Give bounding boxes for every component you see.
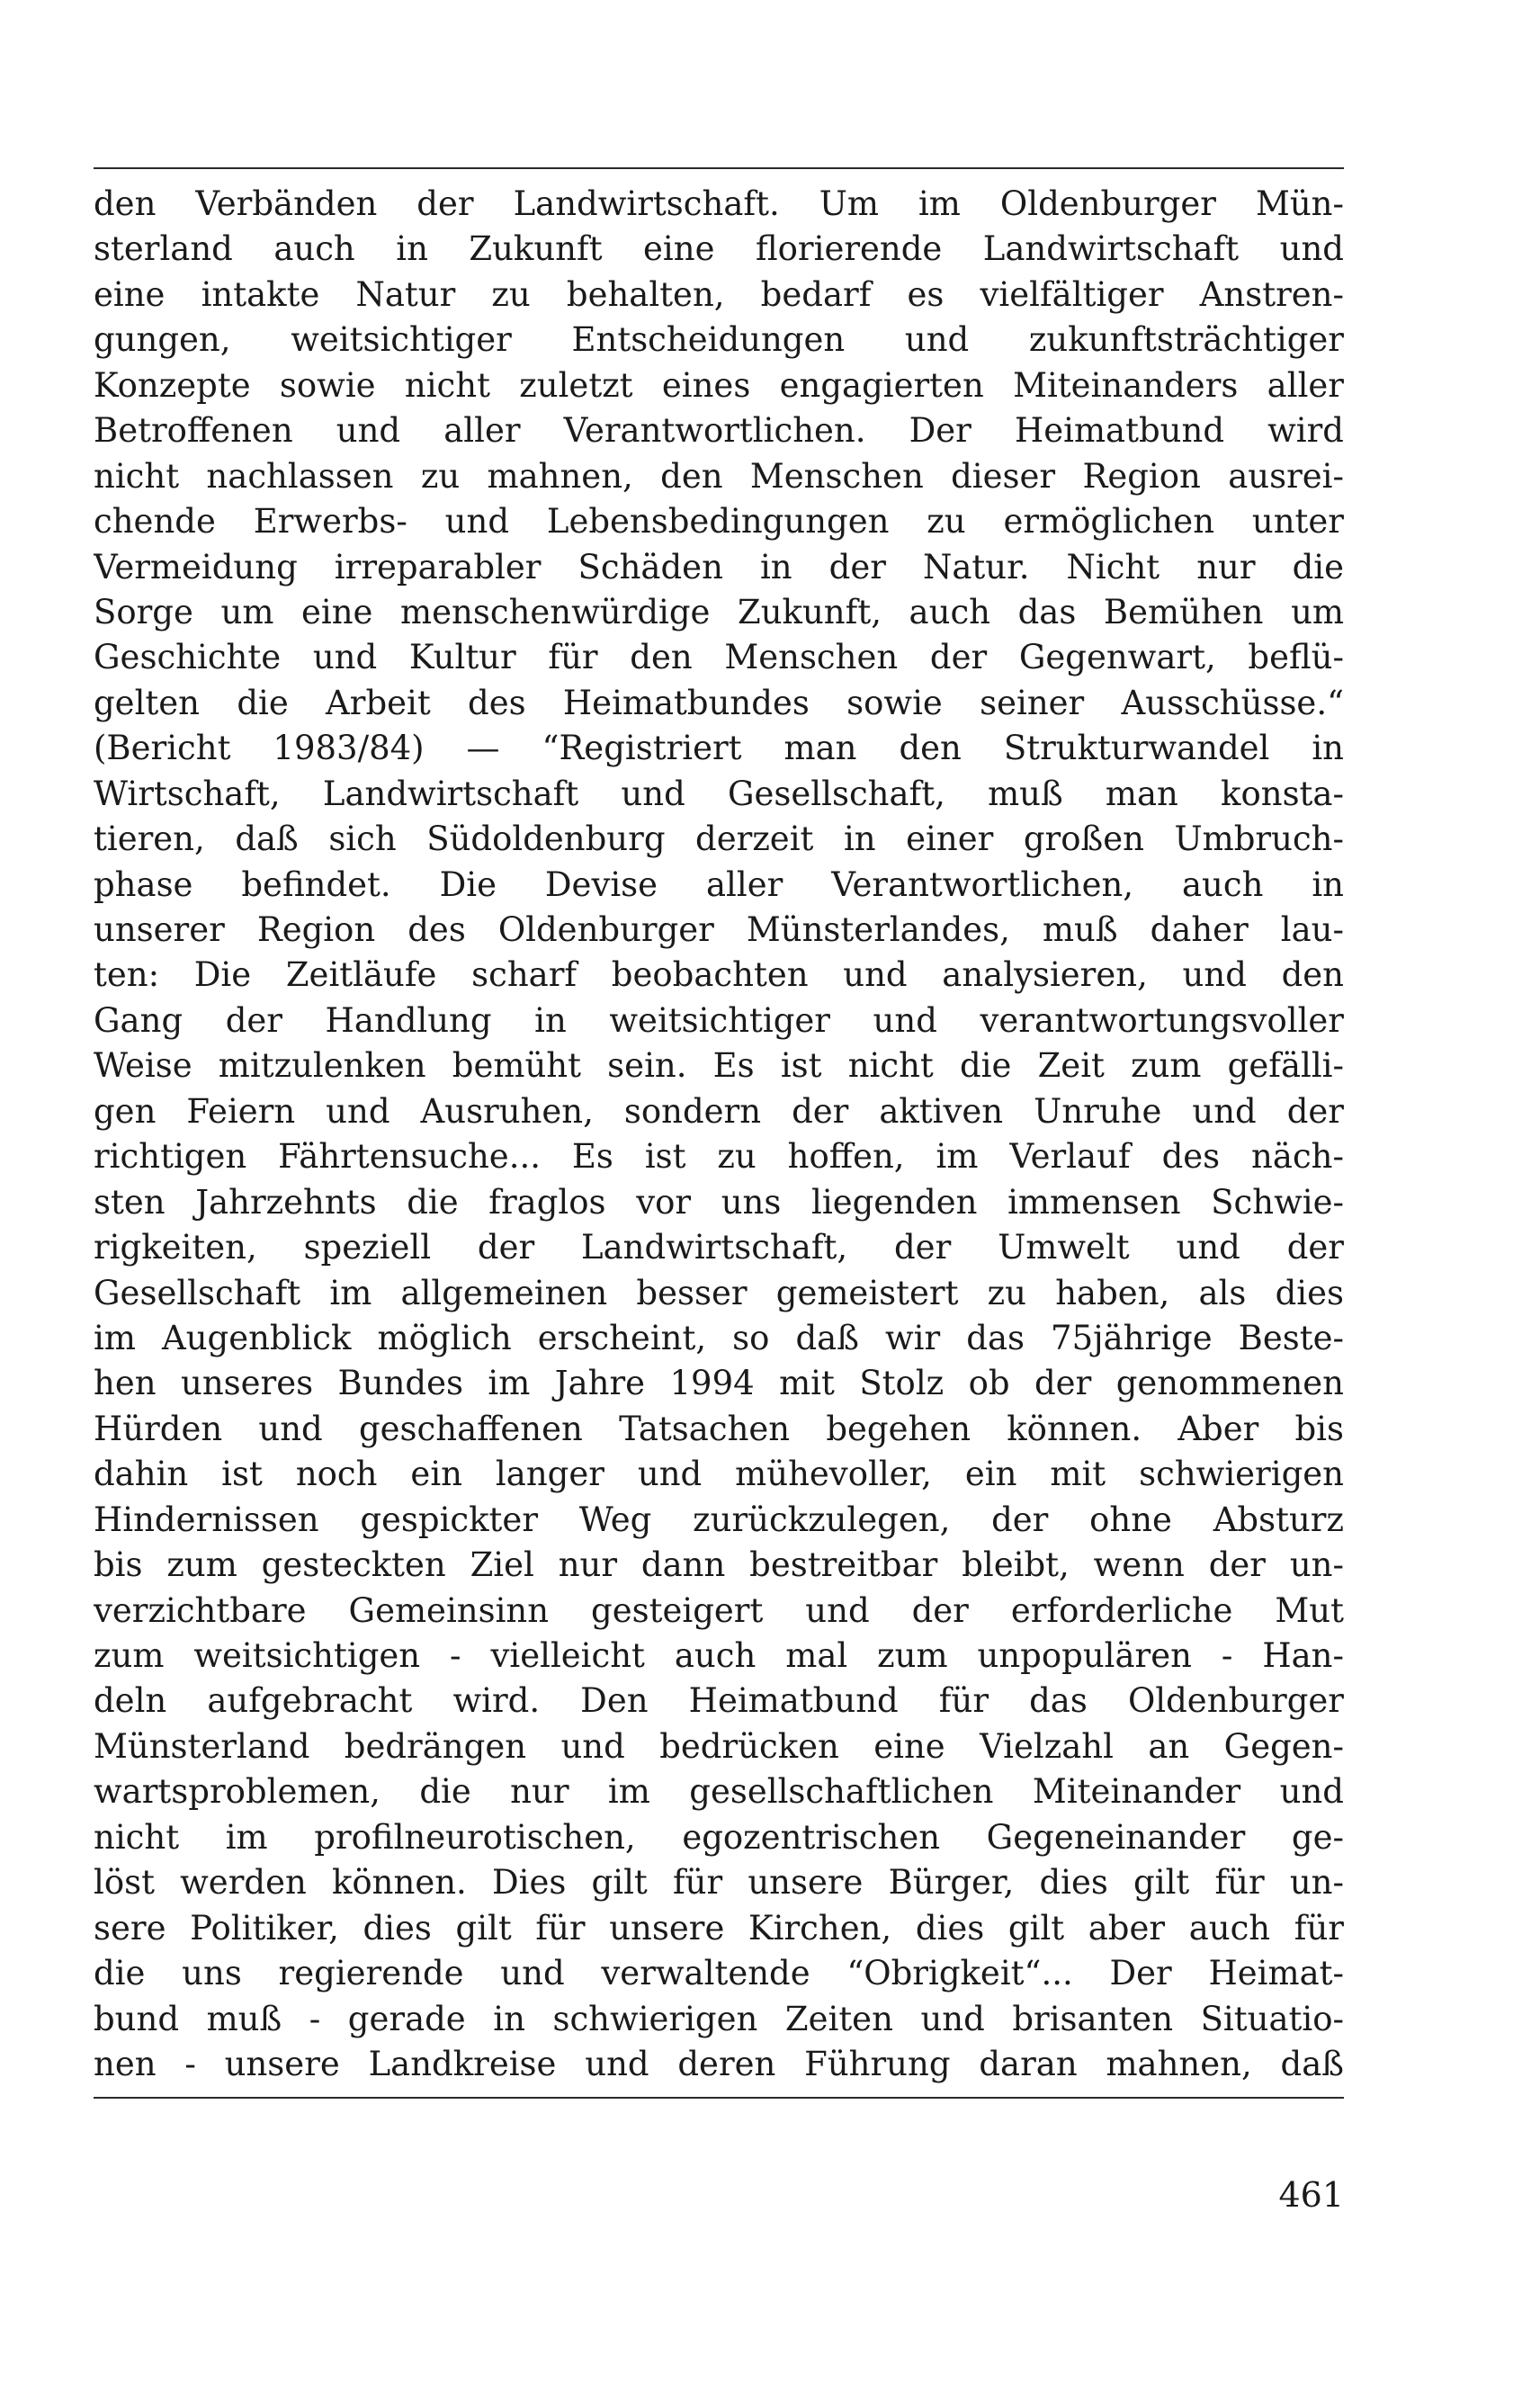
text-line: im Augenblick möglich erscheint, so daß wir das 75jährige Beste- (94, 1318, 1344, 1357)
bottom-rule (94, 2097, 1344, 2099)
body-text (94, 182, 1344, 2087)
text-line: tieren, daß sich Südoldenburg derzeit in einer großen Umbruch- (94, 819, 1344, 859)
text-line: richtigen Fährtensuche... Es ist zu hoffen, im Verlauf des näch- (94, 1137, 1344, 1177)
text-line: Geschichte und Kultur für den Menschen der Gegenwart, beflü- (94, 638, 1344, 677)
text-line: nicht nachlassen zu mahnen, den Menschen dieser Region ausrei- (94, 456, 1344, 496)
text-line: (Bericht 1983/84) — “Registriert man den Strukturwandel in (94, 729, 1344, 768)
text-line: bund muß - gerade in schwierigen Zeiten und brisanten Situatio- (94, 1999, 1344, 2038)
text-line: hen unseres Bundes im Jahre 1994 mit Stolz ob der genommenen (94, 1364, 1344, 1403)
text-line: verzichtbare Gemeinsinn gesteigert und der erforderliche Mut (94, 1590, 1344, 1630)
text-line: Konzepte sowie nicht zuletzt eines engagierten Miteinanders aller (94, 365, 1344, 405)
text-line: wartsproblemen, die nur im gesellschaftlichen Miteinander und (94, 1772, 1344, 1812)
text-line: nicht im profilneurotischen, egozentrischen Gegeneinander ge- (94, 1817, 1344, 1857)
text-line: phase befindet. Die Devise aller Verantwortlichen, auch in (94, 864, 1344, 904)
page-number: 461 (1278, 2175, 1344, 2215)
text-line: Hürden und geschaffenen Tatsachen begehen können. Aber bis (94, 1409, 1344, 1448)
text-line: gungen, weitsichtiger Entscheidungen und zukunftsträchtiger (94, 320, 1344, 360)
text-line: Betroffenen und aller Verantwortlichen. Der Heimatbund wird (94, 411, 1344, 451)
text-line: Vermeidung irreparabler Schäden in der Natur. Nicht nur die (94, 547, 1344, 587)
text-line: gelten die Arbeit des Heimatbundes sowie seiner Ausschüsse.“ (94, 683, 1344, 722)
text-line: nen - unsere Landkreise und deren Führung daran mahnen, daß (94, 2044, 1344, 2083)
text-line: deln aufgebracht wird. Den Heimatbund für das Oldenburger (94, 1681, 1344, 1721)
text-line: Wirtschaft, Landwirtschaft und Gesellschaft, muß man konsta- (94, 774, 1344, 813)
text-line: ten: Die Zeitläufe scharf beobachten und analysieren, und den (94, 955, 1344, 995)
text-line: eine intakte Natur zu behalten, bedarf es vielfältiger Anstren- (94, 274, 1344, 314)
text-line: sere Politiker, dies gilt für unsere Kirchen, dies gilt aber auch für (94, 1908, 1344, 1948)
text-line: Gang der Handlung in weitsichtiger und verantwortungsvoller (94, 1000, 1344, 1040)
text-line: dahin ist noch ein langer und mühevoller, ein mit schwierigen (94, 1455, 1344, 1494)
text-line: Sorge um eine menschenwürdige Zukunft, auch das Bemühen um (94, 592, 1344, 631)
text-line: den Verbänden der Landwirtschaft. Um im Oldenburger Mün- (94, 184, 1344, 223)
text-line: unserer Region des Oldenburger Münsterlandes, muß daher lau- (94, 910, 1344, 949)
text-line: bis zum gesteckten Ziel nur dann bestreitbar bleibt, wenn der un- (94, 1545, 1344, 1585)
text-line: Hindernissen gespickter Weg zurückzulegen, der ohne Absturz (94, 1500, 1344, 1539)
top-rule (94, 167, 1344, 169)
text-line: die uns regierende und verwaltende “Obrigkeit“... Der Heimat- (94, 1954, 1344, 1993)
text-line: Weise mitzulenken bemüht sein. Es ist nicht die Zeit zum gefälli- (94, 1046, 1344, 1086)
text-line: sten Jahrzehnts die fraglos vor uns liegenden immensen Schwie- (94, 1182, 1344, 1222)
text-line: Gesellschaft im allgemeinen besser gemeistert zu haben, als dies (94, 1273, 1344, 1312)
text-line: rigkeiten, speziell der Landwirtschaft, der Umwelt und der (94, 1228, 1344, 1267)
text-line: sterland auch in Zukunft eine florierende Landwirtschaft und (94, 229, 1344, 269)
text-line: chende Erwerbs- und Lebensbedingungen zu ermöglichen unter (94, 502, 1344, 542)
text-line: gen Feiern und Ausruhen, sondern der aktiven Unruhe und der (94, 1091, 1344, 1131)
text-line: löst werden können. Dies gilt für unsere Bürger, dies gilt für un- (94, 1863, 1344, 1903)
text-line: zum weitsichtigen - vielleicht auch mal zum unpopulären - Han- (94, 1636, 1344, 1675)
text-line: Münsterland bedrängen und bedrücken eine Vielzahl an Gegen- (94, 1726, 1344, 1766)
